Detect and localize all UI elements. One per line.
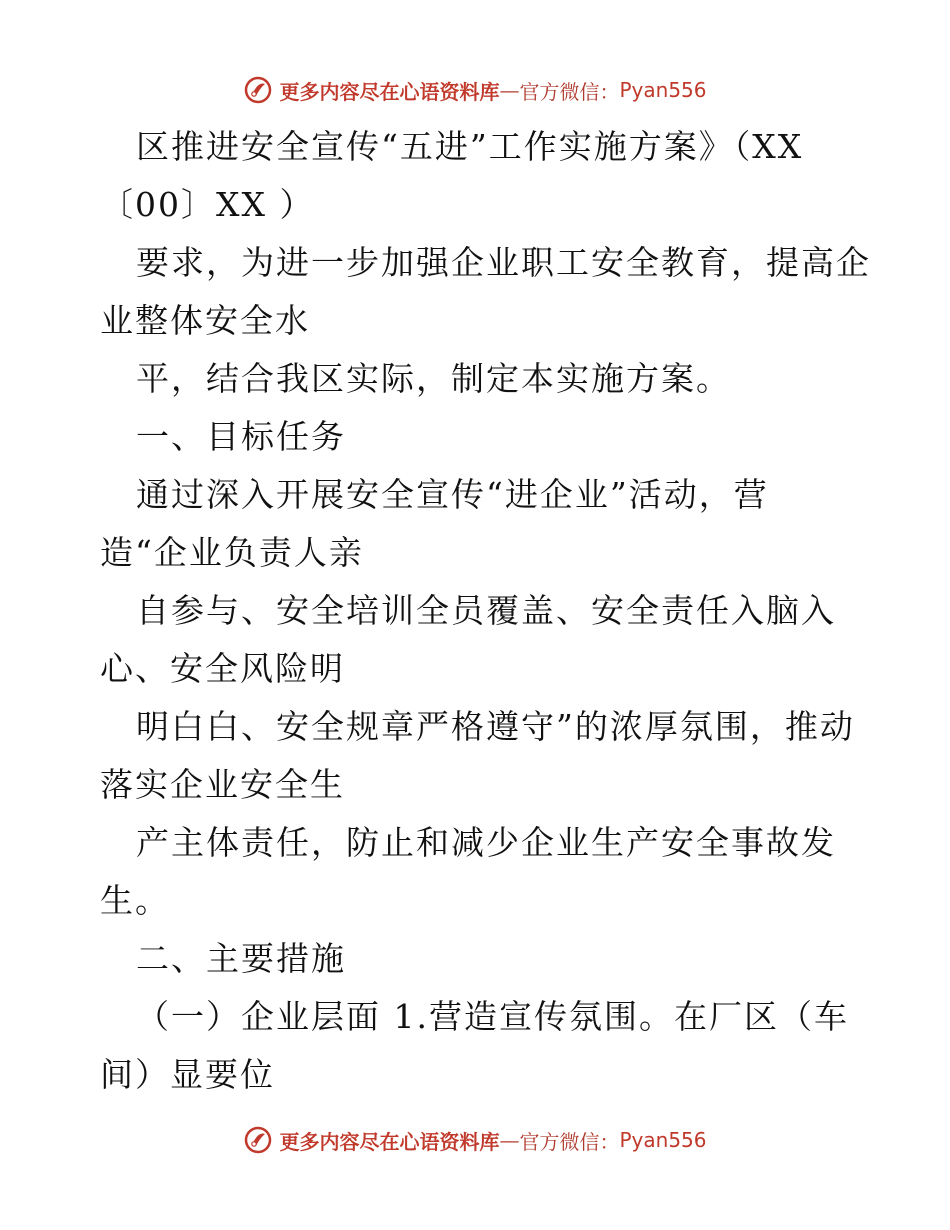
banner-separator: — xyxy=(499,1128,520,1152)
section-heading: 二、主要措施 xyxy=(136,939,346,978)
text-line: 间）显要位 xyxy=(100,1055,275,1094)
text-line: 心、安全风险明 xyxy=(100,649,345,688)
text-line: （一）企业层面 1.营造宣传氛围。在厂区（车 xyxy=(136,997,849,1036)
banner-wechat-label: 官方微信： xyxy=(519,1129,620,1154)
text-line: 业整体安全水 xyxy=(100,301,310,340)
banner-wechat-label: 官方微信： xyxy=(519,79,620,104)
banner-wechat-id: Pyan556 xyxy=(619,1128,707,1152)
text-line: 产主体责任，防止和减少企业生产安全事故发 xyxy=(136,823,836,862)
text-line: 明白白、安全规章严格遵守”的浓厚氛围，推动 xyxy=(136,707,855,746)
library-logo-icon xyxy=(243,1125,273,1155)
text-line: 要求，为进一步加强企业职工安全教育，提高企 xyxy=(136,243,871,282)
banner-title: 更多内容尽在心语资料库 xyxy=(279,1129,500,1154)
header-banner xyxy=(0,70,950,110)
text-line: 通过深入开展安全宣传“进企业”活动，营 xyxy=(136,475,769,514)
banner-separator: — xyxy=(499,78,520,102)
text-line: 区推进安全宣传“五进”工作实施方案》（XX xyxy=(136,127,804,166)
text-line: 生。 xyxy=(100,881,170,920)
text-line: 自参与、安全培训全员覆盖、安全责任入脑入 xyxy=(136,591,836,630)
library-logo-icon xyxy=(243,75,273,105)
banner-wechat-id: Pyan556 xyxy=(619,78,707,102)
text-line: 造“企业负责人亲 xyxy=(100,533,364,572)
footer-banner xyxy=(0,1120,950,1160)
section-heading: 一、目标任务 xyxy=(136,417,346,456)
banner-title: 更多内容尽在心语资料库 xyxy=(279,79,500,104)
text-line: 落实企业安全生 xyxy=(100,765,345,804)
text-line: 〔00〕XX ） xyxy=(100,185,315,224)
document-body xyxy=(100,118,871,1104)
text-line: 平，结合我区实际，制定本实施方案。 xyxy=(136,359,731,398)
